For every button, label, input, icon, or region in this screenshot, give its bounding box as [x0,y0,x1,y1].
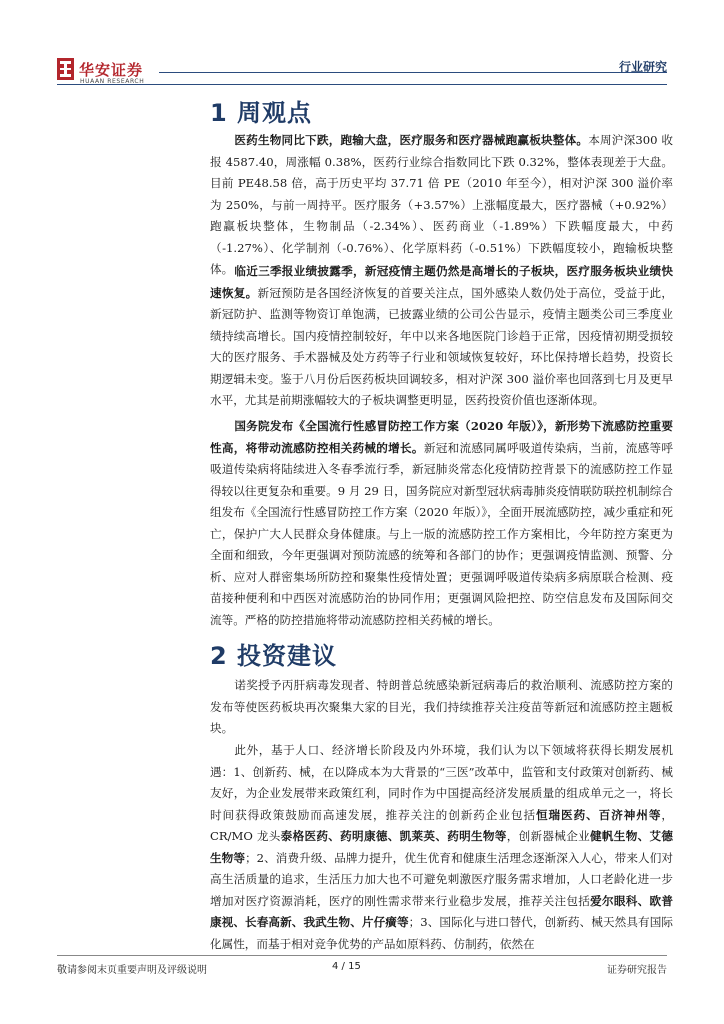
disclaimer-note: 敬请参阅末页重要声明及评级说明 [57,965,207,976]
paragraph-flu-prevention [210,416,673,631]
paragraph-body: 新冠和流感同属呼吸道传染病，当前，流感等呼吸道传染病将陆续进入冬春季流行季，新冠肺炎常态化疫情防控背景下的流感防控工作显得较以往更复杂和重要。9 月 29 日，国务院应对新型冠状病毒肺炎疫情联防联控机制综合组发布《全国流行性感冒防控工作方案（2020 年版）》，全面开展流感防控，减少重症和死亡，保护广大人民群众身体健康。与上一版的流感防控工作方案相比，今年防控方案更为全面和细致，今年更强调对预防流感的统筹和各部门的协作；更强调疫情监测、预警、分析、应对人群密集场所防控和聚集性疫情处置；更强调呼吸道传染病多病原联合检测、疫苗接种便利和中西医对流感防治的协同作用；更强调风险把控、防空信息发布及国际间交流等。严格的防控措施将带动流感防控相关药械的增长。 [210,440,673,627]
page-number: 4 / 15 [332,961,361,972]
paragraph-lead: 医药生物同比下跌，跑输大盘，医疗服务和医疗器械跑赢板块整体。 [234,133,589,147]
paragraph-text: ；2、消费升级、品牌力提升，优生优育和健康生活理念逐渐深入人心，带来人们对高生活质量的追求，生活压力加大也不可避免刺激医疗服务需求增加，人口老龄化进一步增加对医疗资源消耗，医疗的刚性需求带来行业稳步发展，推荐关注包括 [210,850,673,908]
paragraph-body: 新冠预防是各国经济恢复的首要关注点，国外感染人数仍处于高位，受益于此，新冠防护、监测等物资订单饱满，已披露业绩的公司公告显示，疫情主题类公司三季度业绩持续高增长。国内疫情控制较好，年中以来各地医院门诊趋于正常，因疫情初期受损较大的医疗服务、手术器械及处方药等子行业和领域恢复较好，环比保持增长趋势，投资长期逻辑未变。鉴于八月份后医药板块回调较多，相对沪深 300 溢价率也回落到七月及更早水平，尤其是前期涨幅较大的子板块调整更明显，医药投资价值也逐渐体现。 [210,285,673,407]
paragraph-q3-earnings [210,261,673,412]
paragraph-vaccine-theme: 诺奖授予丙肝病毒发现者、特朗普总统感染新冠病毒后的救治顺利、流感防控方案的发布等使医药板块再次聚集大家的目光，我们持续推荐关注疫苗等新冠和流感防控主题板块。 [210,678,673,735]
header-rule [57,84,667,85]
header-divider [159,72,667,73]
highlighted-companies: 恒瑞医药、百济神州等 [535,807,662,822]
highlighted-companies: 爱尔眼科、欧普康视、长春高新、我武生物、片仔癀等 [210,893,673,929]
page-header [57,58,667,88]
report-type: 证券研究报告 [607,965,667,976]
section-title-investment-advice: 2 投资建议 [210,642,338,670]
paragraph-long-term-opportunities [210,740,673,955]
paragraph-text: ，创新器械企业 [506,829,590,843]
highlighted-companies: 健帆生物、艾德生物等 [210,829,673,865]
paragraph-lead: 临近三季报业绩披露季，新冠疫情主题仍然是高增长的子板块，医疗服务板块业绩快速恢复。 [210,264,673,300]
highlighted-companies: 泰格医药、药明康德、凯莱英、药明生物等 [280,829,507,843]
paragraph-text: ；3、国际化与进口替代，创新药、械天然具有国际化属性，而基于相对竞争优势的产品如原料药、仿制药，依然在 [210,915,673,951]
paragraph-text: ，CR/MO 龙头 [210,807,673,843]
paragraph-text: 此外，基于人口、经济增长阶段及内外环境，我们认为以下领域将获得长期发展机遇：1、创新药、械，在以降成本为大背景的“三医”改革中，监管和支付政策对创新药、械友好，为企业发展带来政策红利，同时作为中国提高经济发展质量的组成单元之一，将长时间获得政策鼓励而高速发展，推荐关注的创新药企业包括 [210,743,673,822]
report-category: 行业研究 [618,60,667,74]
paragraph-lead: 国务院发布《全国流行性感冒防控工作方案（2020 年版）》，新形势下流感防控重要性高，将带动流感防控相关药械的增长。 [210,419,673,455]
page-footer [57,955,667,975]
paragraph-market-summary [210,130,673,281]
section-title-weekly-view: 1 周观点 [210,99,313,127]
logo-subtext: HUAAN RESEARCH [80,78,145,85]
footer-divider [57,955,667,956]
logo-text: 华安证券 [79,61,144,79]
paragraph-body: 本周沪深300 收报 4587.40，周涨幅 0.38%，医药行业综合指数同比下跌 0.32%，整体表现差于大盘。目前 PE48.58 倍，高于历史平均 37.71 倍 PE（2010 年至今），相对沪深 300 溢价率为 250%，与前一周持平。医疗服务（+3.57%）上涨幅度最大，医疗器械（+0.92%）跑赢板块整体，生物制品（-2.34%）、医药商业（-1.89%）下跌幅度最大，中药（-1.27%）、化学制剂（-0.76%）、化学原料药（-0.51%）下跌幅度较小，跑输板块整体。 [210,133,673,276]
huaan-logo-icon [57,58,74,80]
